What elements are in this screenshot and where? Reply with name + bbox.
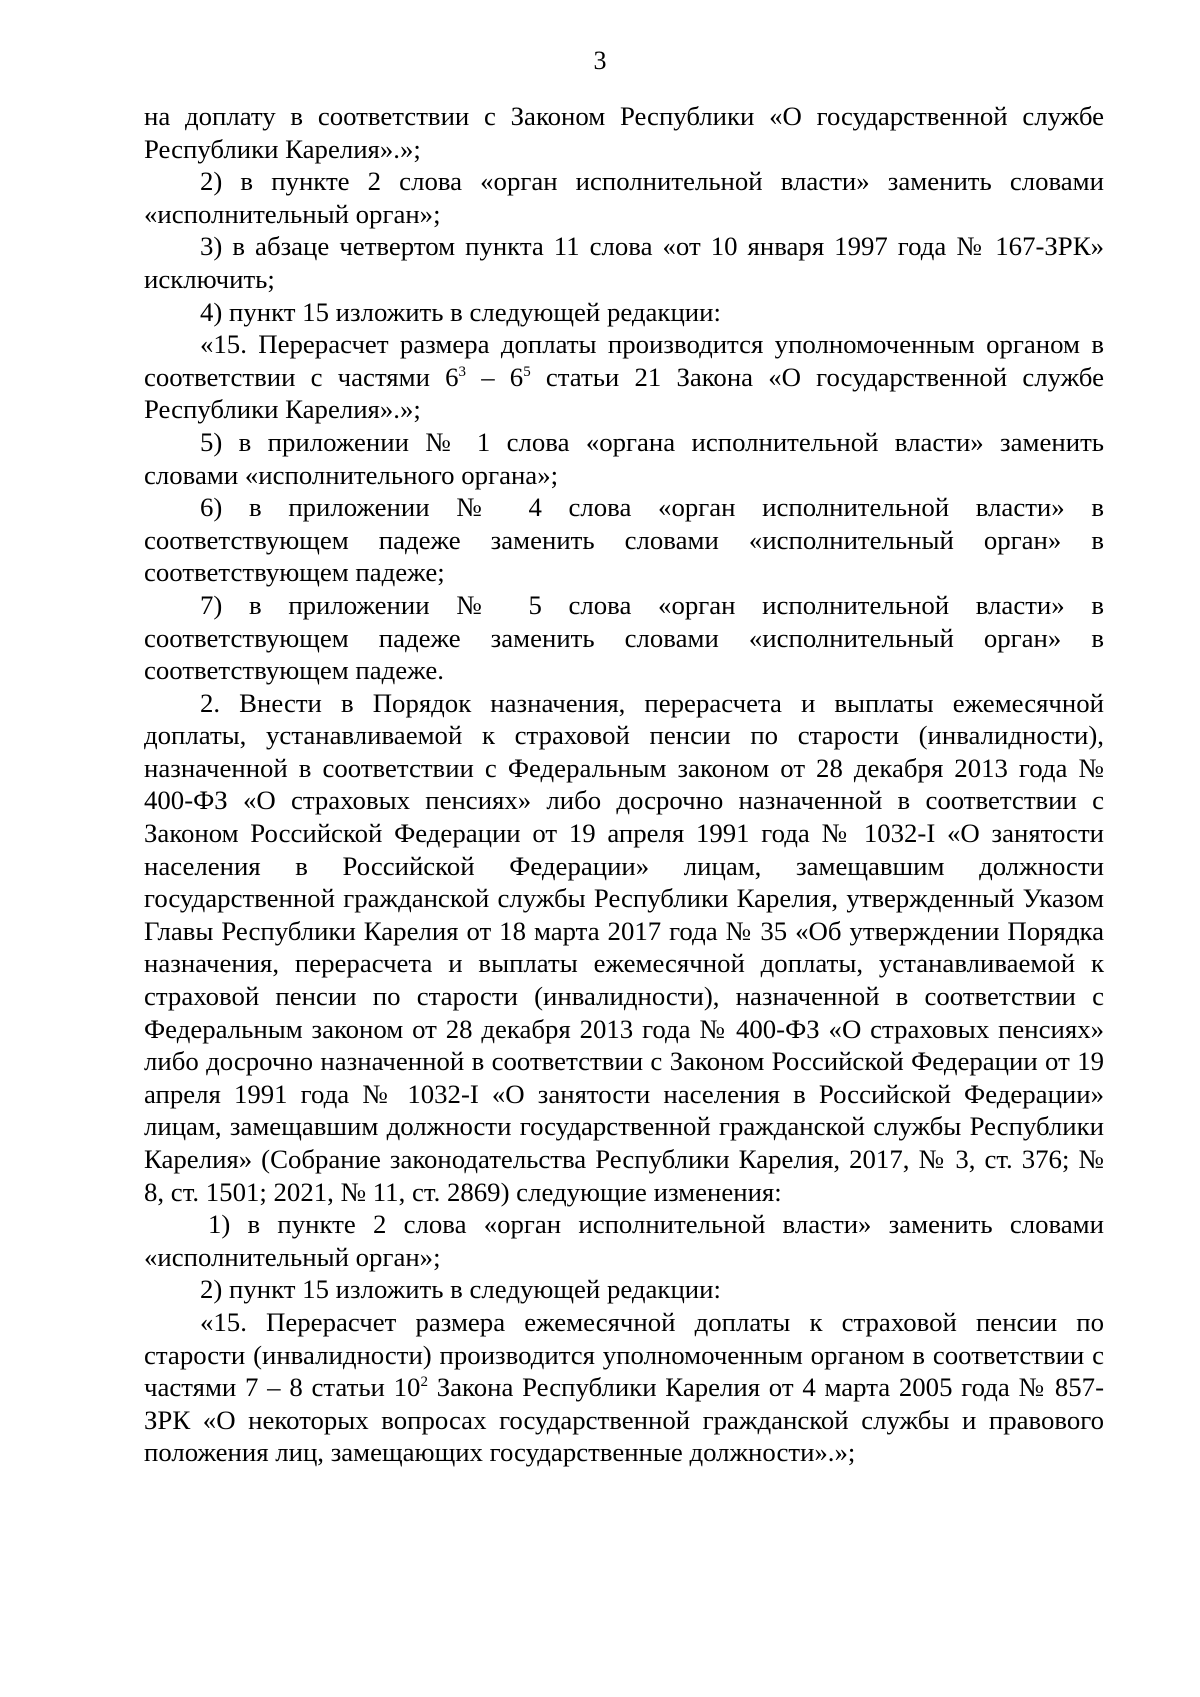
section-2-quote-text-start: «15. Перерасчет размера ежемесячной доплаты к страховой пенсии по старости (инвалидности) производится уполномоченным органом в соответствии с частями 7 – 8 статьи 10 (144, 1306, 1104, 1403)
paragraph-item-7: 7) в приложении № 5 слова «орган исполнительной власти» в соответствующем падеже заменить словами «исполнительный орган» в соответствующем падеже. (144, 589, 1104, 686)
quote-15-text-start: «15. Перерасчет размера доплаты производится уполномоченным органом в соответствии с частями 6 (144, 329, 1104, 392)
paragraph-section-2: 2. Внести в Порядок назначения, перерасчета и выплаты ежемесячной доплаты, устанавливаемой к страховой пенсии по старости (инвалидности), назначенной в соответствии с Федеральным законом от 28 декабря 2013 года № 400-ФЗ «О страховых пенсиях» либо досрочно назначенной в соответствии с Законом Российской Федерации от 19 апреля 1991 года № 1032-I «О занятости населения в Российской Федерации» лицам, замещавшим должности государственной гражданской службы Республики Карелия, утвержденный Указом Главы Республики Карелия от 18 марта 2017 года № 35 «Об утверждении Порядка назначения, перерасчета и выплаты ежемесячной доплаты, устанавливаемой к страховой пенсии по старости (инвалидности), назначенной в соответствии с Федеральным законом от 28 декабря 2013 года № 400-ФЗ «О страховых пенсиях» либо досрочно назначенной в соответствии с Законом Российской Федерации от 19 апреля 1991 года № 1032-I «О занятости населения в Российской Федерации» лицам, замещавшим должности государственной гражданской службы Республики Карелия» (Собрание законодательства Республики Карелия, 2017, № 3, ст. 376; № 8, ст. 1501; 2021, № 11, ст. 2869) следующие изменения: (144, 687, 1104, 1207)
paragraph-section-2-quote-15 (144, 1306, 1104, 1469)
paragraph-continuation: на доплату в соответствии с Законом Республики «О государственной службе Республики Карелия».»; (144, 101, 1104, 164)
paragraph-item-6: 6) в приложении № 4 слова «орган исполнительной власти» в соответствующем падеже заменить словами «исполнительный орган» в соответствующем падеже; (144, 492, 1104, 588)
paragraph-section-2-item-2: 2) пункт 15 изложить в следующей редакции: (200, 1274, 721, 1305)
paragraph-item-2: 2) в пункте 2 слова «орган исполнительной власти» заменить словами «исполнительный орган»; (144, 166, 1104, 229)
superscript-5: 5 (523, 363, 531, 380)
quote-15-text-end: статьи 21 Закона «О государственной службе Республики Карелия».»; (144, 361, 1104, 425)
superscript-2: 2 (420, 1374, 428, 1391)
section-2-quote-text-end: Закона Республики Карелия от 4 марта 2005 года № 857-ЗРК «О некоторых вопросах государственной гражданской службы и правового положения лиц, замещающих государственные должности».»; (144, 1372, 1104, 1468)
paragraph-item-3: 3) в абзаце четвертом пункта 11 слова «от 10 января 1997 года № 167-ЗРК» исключить; (144, 231, 1104, 294)
paragraph-section-2-item-1: 1) в пункте 2 слова «орган исполнительной власти» заменить словами «исполнительный орган»; (144, 1209, 1104, 1272)
quote-15-text-mid: – 6 (466, 361, 524, 392)
paragraph-item-4: 4) пункт 15 изложить в следующей редакции: (200, 296, 721, 327)
paragraph-quote-15 (144, 328, 1104, 426)
page-number: 3 (593, 46, 607, 75)
document-body (144, 100, 1104, 1469)
paragraph-item-5: 5) в приложении № 1 слова «органа исполнительной власти» заменить словами «исполнительного органа»; (144, 426, 1104, 490)
superscript-3: 3 (458, 363, 467, 380)
